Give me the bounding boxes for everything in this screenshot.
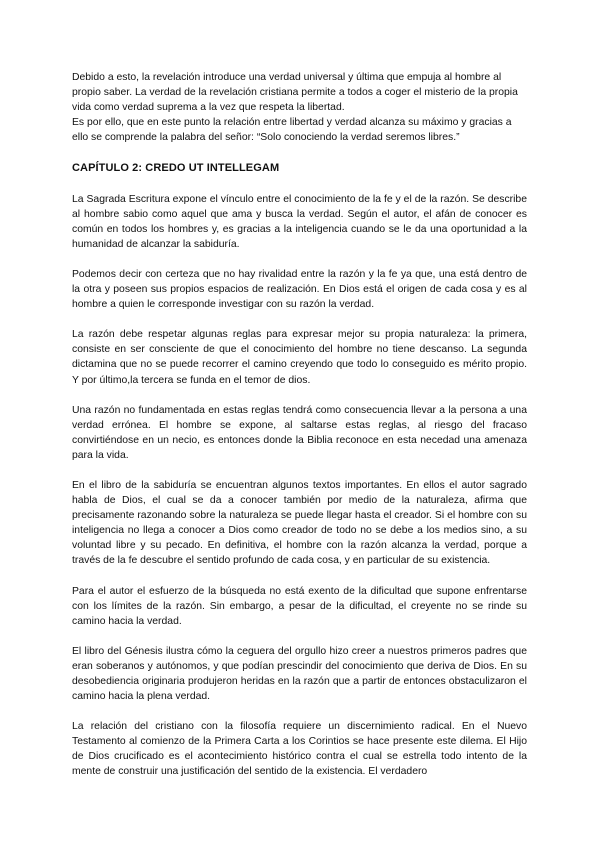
intro-paragraph: Debido a esto, la revelación introduce una verdad universal y última que empuja al hombre al propio saber. La verdad de la revelación cristiana permite a todos a coger el misterio de la propia vida como verdad suprema a la vez que respeta la libertad. xyxy=(72,72,518,114)
body-paragraph: Podemos decir con certeza que no hay rivalidad entre la razón y la fe ya que, una está dentro de la otra y poseen sus propios espacios de realización. En Dios está el origen de cada cosa y es al hombre a quien le corresponde investigar con su razón la verdad. xyxy=(72,268,527,311)
body-paragraph: La Sagrada Escritura expone el vínculo entre el conocimiento de la fe y el de la razón. Se describe al hombre sabio como aquel que ama y busca la verdad. Según el autor, el afán de conocer es común en todos los hombres y, es gracias a la inteligencia cuando se le da una oportunidad a la humanidad de alcanzar la sabiduría. xyxy=(72,193,527,250)
body-paragraph: Una razón no fundamentada en estas reglas tendrá como consecuencia llevar a la persona a una verdad errónea. El hombre se expone, al saltarse estas reglas, al riesgo del fracaso convirtiéndose en un necio, es entonces donde la Biblia reconoce en esta necedad una amenaza para la vida. xyxy=(72,404,527,461)
document-page xyxy=(72,70,527,795)
body-paragraph: La relación del cristiano con la filosofía requiere un discernimiento radical. En el Nuevo Testamento al comienzo de la Primera Carta a los Corintios se hace presente este dilema. El Hijo de Dios crucificado es el acontecimiento histórico contra el cual se estrella todo intento de la mente de construir una justificación del sentido de la existencia. El verdadero xyxy=(72,721,527,778)
body-paragraph: La razón debe respetar algunas reglas para expresar mejor su propia naturaleza: la primera, consiste en ser consciente de que el conocimiento del hombre no tiene descanso. La segunda dictamina que no se puede recorrer el camino creyendo que todo lo conseguido es mérito propio. Y por último,la tercera se funda en el temor de dios. xyxy=(72,329,527,386)
chapter-heading: CAPÍTULO 2: CREDO UT INTELLEGAM xyxy=(72,162,280,175)
body-paragraph: Para el autor el esfuerzo de la búsqueda no está exento de la dificultad que supone enfrentarse con los límites de la razón. Sin embargo, a pesar de la dificultad, el creyente no se rinde su camino hacia la verdad. xyxy=(72,585,527,627)
body-paragraph: En el libro de la sabiduría se encuentran algunos textos importantes. En ellos el autor sagrado habla de Dios, el cual se da a conocer también por medio de la naturaleza, afirma que precisamente razonando sobre la naturaleza se puede llegar hasta el creador. Si el hombre con su inteligencia no llega a conocer a Dios como creador de todo no se debe a los medios sino, a su voluntad libre y su pecado. En definitiva, el hombre con la razón alcanza la verdad, porque a través de la fe descubre el sentido profundo de cada cosa, y en particular de su existencia. xyxy=(72,479,527,567)
chapter-body xyxy=(72,192,527,780)
intro-section xyxy=(72,70,527,145)
body-paragraph: El libro del Génesis ilustra cómo la ceguera del orgullo hizo creer a nuestros primeros padres que eran soberanos y autónomos, y que podían prescindir del conocimiento que deriva de Dios. En su desobediencia originaria produjeron heridas en la razón que a partir de entonces obstaculizaron el camino hacia la plena verdad. xyxy=(72,645,527,703)
intro-paragraph: Es por ello, que en este punto la relación entre libertad y verdad alcanza su máximo y gracias a ello se comprende la palabra del señor: “Solo conociendo la verdad seremos libres.” xyxy=(72,117,512,144)
